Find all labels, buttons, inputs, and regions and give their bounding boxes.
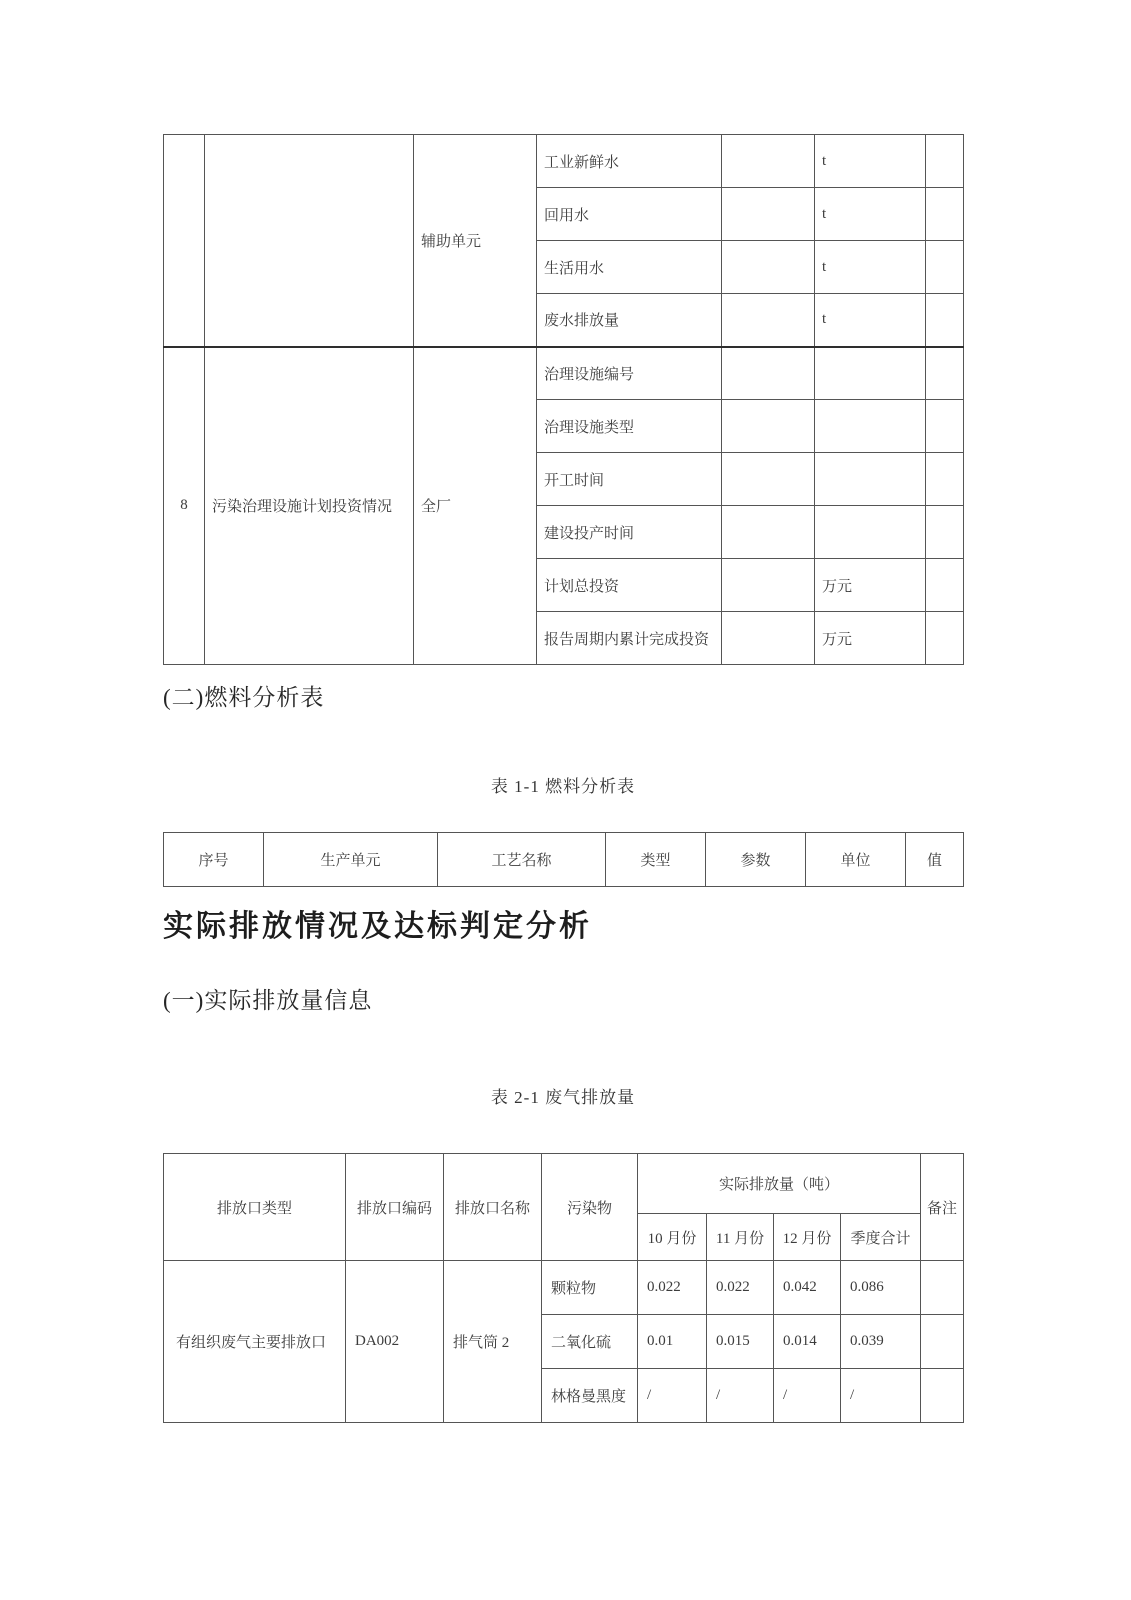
table-row: [164, 347, 964, 400]
col-header-production-unit: 生产单元: [264, 833, 438, 887]
note-cell: [921, 1369, 964, 1423]
value-cell: [722, 135, 815, 188]
value-cell-m11: 0.022: [707, 1261, 774, 1315]
outlet-name-cell: 排气筒 2: [444, 1261, 542, 1423]
value-cell: [722, 241, 815, 294]
item-cell: 计划总投资: [537, 559, 722, 612]
col-header-month-10: 10 月份: [638, 1214, 707, 1261]
note-cell: [926, 506, 964, 559]
col-header-outlet-name: 排放口名称: [444, 1154, 542, 1261]
note-cell: [926, 559, 964, 612]
col-header-process-name: 工艺名称: [438, 833, 606, 887]
item-cell: 治理设施类型: [537, 400, 722, 453]
note-cell: [926, 135, 964, 188]
value-cell-total: 0.039: [841, 1315, 921, 1369]
table-2-caption: 表 2-1 废气排放量: [490, 1088, 636, 1107]
value-cell-m12: /: [774, 1369, 841, 1423]
outlet-code-cell: DA002: [346, 1261, 444, 1423]
value-cell-m10: 0.01: [638, 1315, 707, 1369]
seq-cell: [164, 135, 205, 347]
value-cell: [722, 559, 815, 612]
item-cell: 回用水: [537, 188, 722, 241]
unit-cell: 万元: [815, 612, 926, 665]
category-cell: [205, 135, 414, 347]
value-cell-m11: 0.015: [707, 1315, 774, 1369]
item-cell: 开工时间: [537, 453, 722, 506]
fuel-analysis-table: [163, 832, 964, 887]
col-header-note: 备注: [921, 1154, 964, 1261]
unit-cell: t: [815, 294, 926, 347]
value-cell-m12: 0.014: [774, 1315, 841, 1369]
unit-cell: [815, 453, 926, 506]
value-cell: [722, 347, 815, 400]
value-cell-m10: 0.022: [638, 1261, 707, 1315]
scope-cell: 全厂: [414, 347, 537, 665]
value-cell-m10: /: [638, 1369, 707, 1423]
value-cell: [722, 400, 815, 453]
seq-cell: 8: [164, 347, 205, 665]
value-cell-total: 0.086: [841, 1261, 921, 1315]
table-1-caption: 表 1-1 燃料分析表: [490, 777, 636, 796]
value-cell-m11: /: [707, 1369, 774, 1423]
section-heading-actual-emission-info: (一)实际排放量信息: [163, 988, 373, 1013]
value-cell: [722, 612, 815, 665]
col-header-actual-emission-group: 实际排放量（吨）: [638, 1154, 921, 1214]
waste-gas-emission-table: [163, 1153, 964, 1423]
table-header-row: [164, 833, 964, 887]
value-cell: [722, 294, 815, 347]
facility-investment-table: [163, 134, 964, 665]
unit-cell: [815, 506, 926, 559]
item-cell: 工业新鲜水: [537, 135, 722, 188]
pollutant-cell: 林格曼黑度: [542, 1369, 638, 1423]
col-header-seq: 序号: [164, 833, 264, 887]
scope-cell: 辅助单元: [414, 135, 537, 347]
note-cell: [926, 188, 964, 241]
item-cell: 报告周期内累计完成投资: [537, 612, 722, 665]
col-header-unit: 单位: [806, 833, 906, 887]
outlet-type-cell: 有组织废气主要排放口: [164, 1261, 346, 1423]
item-cell: 生活用水: [537, 241, 722, 294]
table-row: [164, 135, 964, 188]
table-header-row: [164, 1154, 964, 1214]
section-heading-fuel-analysis: (二)燃料分析表: [163, 685, 325, 710]
col-header-quarter-total: 季度合计: [841, 1214, 921, 1261]
value-cell: [722, 453, 815, 506]
unit-cell: t: [815, 188, 926, 241]
note-cell: [926, 241, 964, 294]
main-heading-actual-emission: 实际排放情况及达标判定分析: [163, 910, 592, 943]
note-cell: [921, 1261, 964, 1315]
unit-cell: [815, 400, 926, 453]
note-cell: [926, 294, 964, 347]
value-cell-total: /: [841, 1369, 921, 1423]
unit-cell: t: [815, 135, 926, 188]
col-header-value: 值: [906, 833, 964, 887]
col-header-outlet-type: 排放口类型: [164, 1154, 346, 1261]
item-cell: 废水排放量: [537, 294, 722, 347]
note-cell: [926, 453, 964, 506]
pollutant-cell: 颗粒物: [542, 1261, 638, 1315]
col-header-outlet-code: 排放口编码: [346, 1154, 444, 1261]
col-header-parameter: 参数: [706, 833, 806, 887]
category-cell: 污染治理设施计划投资情况: [205, 347, 414, 665]
col-header-type: 类型: [606, 833, 706, 887]
note-cell: [921, 1315, 964, 1369]
col-header-month-12: 12 月份: [774, 1214, 841, 1261]
value-cell: [722, 506, 815, 559]
unit-cell: [815, 347, 926, 400]
note-cell: [926, 400, 964, 453]
table-row: [164, 1261, 964, 1315]
unit-cell: 万元: [815, 559, 926, 612]
note-cell: [926, 612, 964, 665]
pollutant-cell: 二氧化硫: [542, 1315, 638, 1369]
col-header-pollutant: 污染物: [542, 1154, 638, 1261]
item-cell: 建设投产时间: [537, 506, 722, 559]
value-cell-m12: 0.042: [774, 1261, 841, 1315]
col-header-month-11: 11 月份: [707, 1214, 774, 1261]
note-cell: [926, 347, 964, 400]
value-cell: [722, 188, 815, 241]
unit-cell: t: [815, 241, 926, 294]
item-cell: 治理设施编号: [537, 347, 722, 400]
